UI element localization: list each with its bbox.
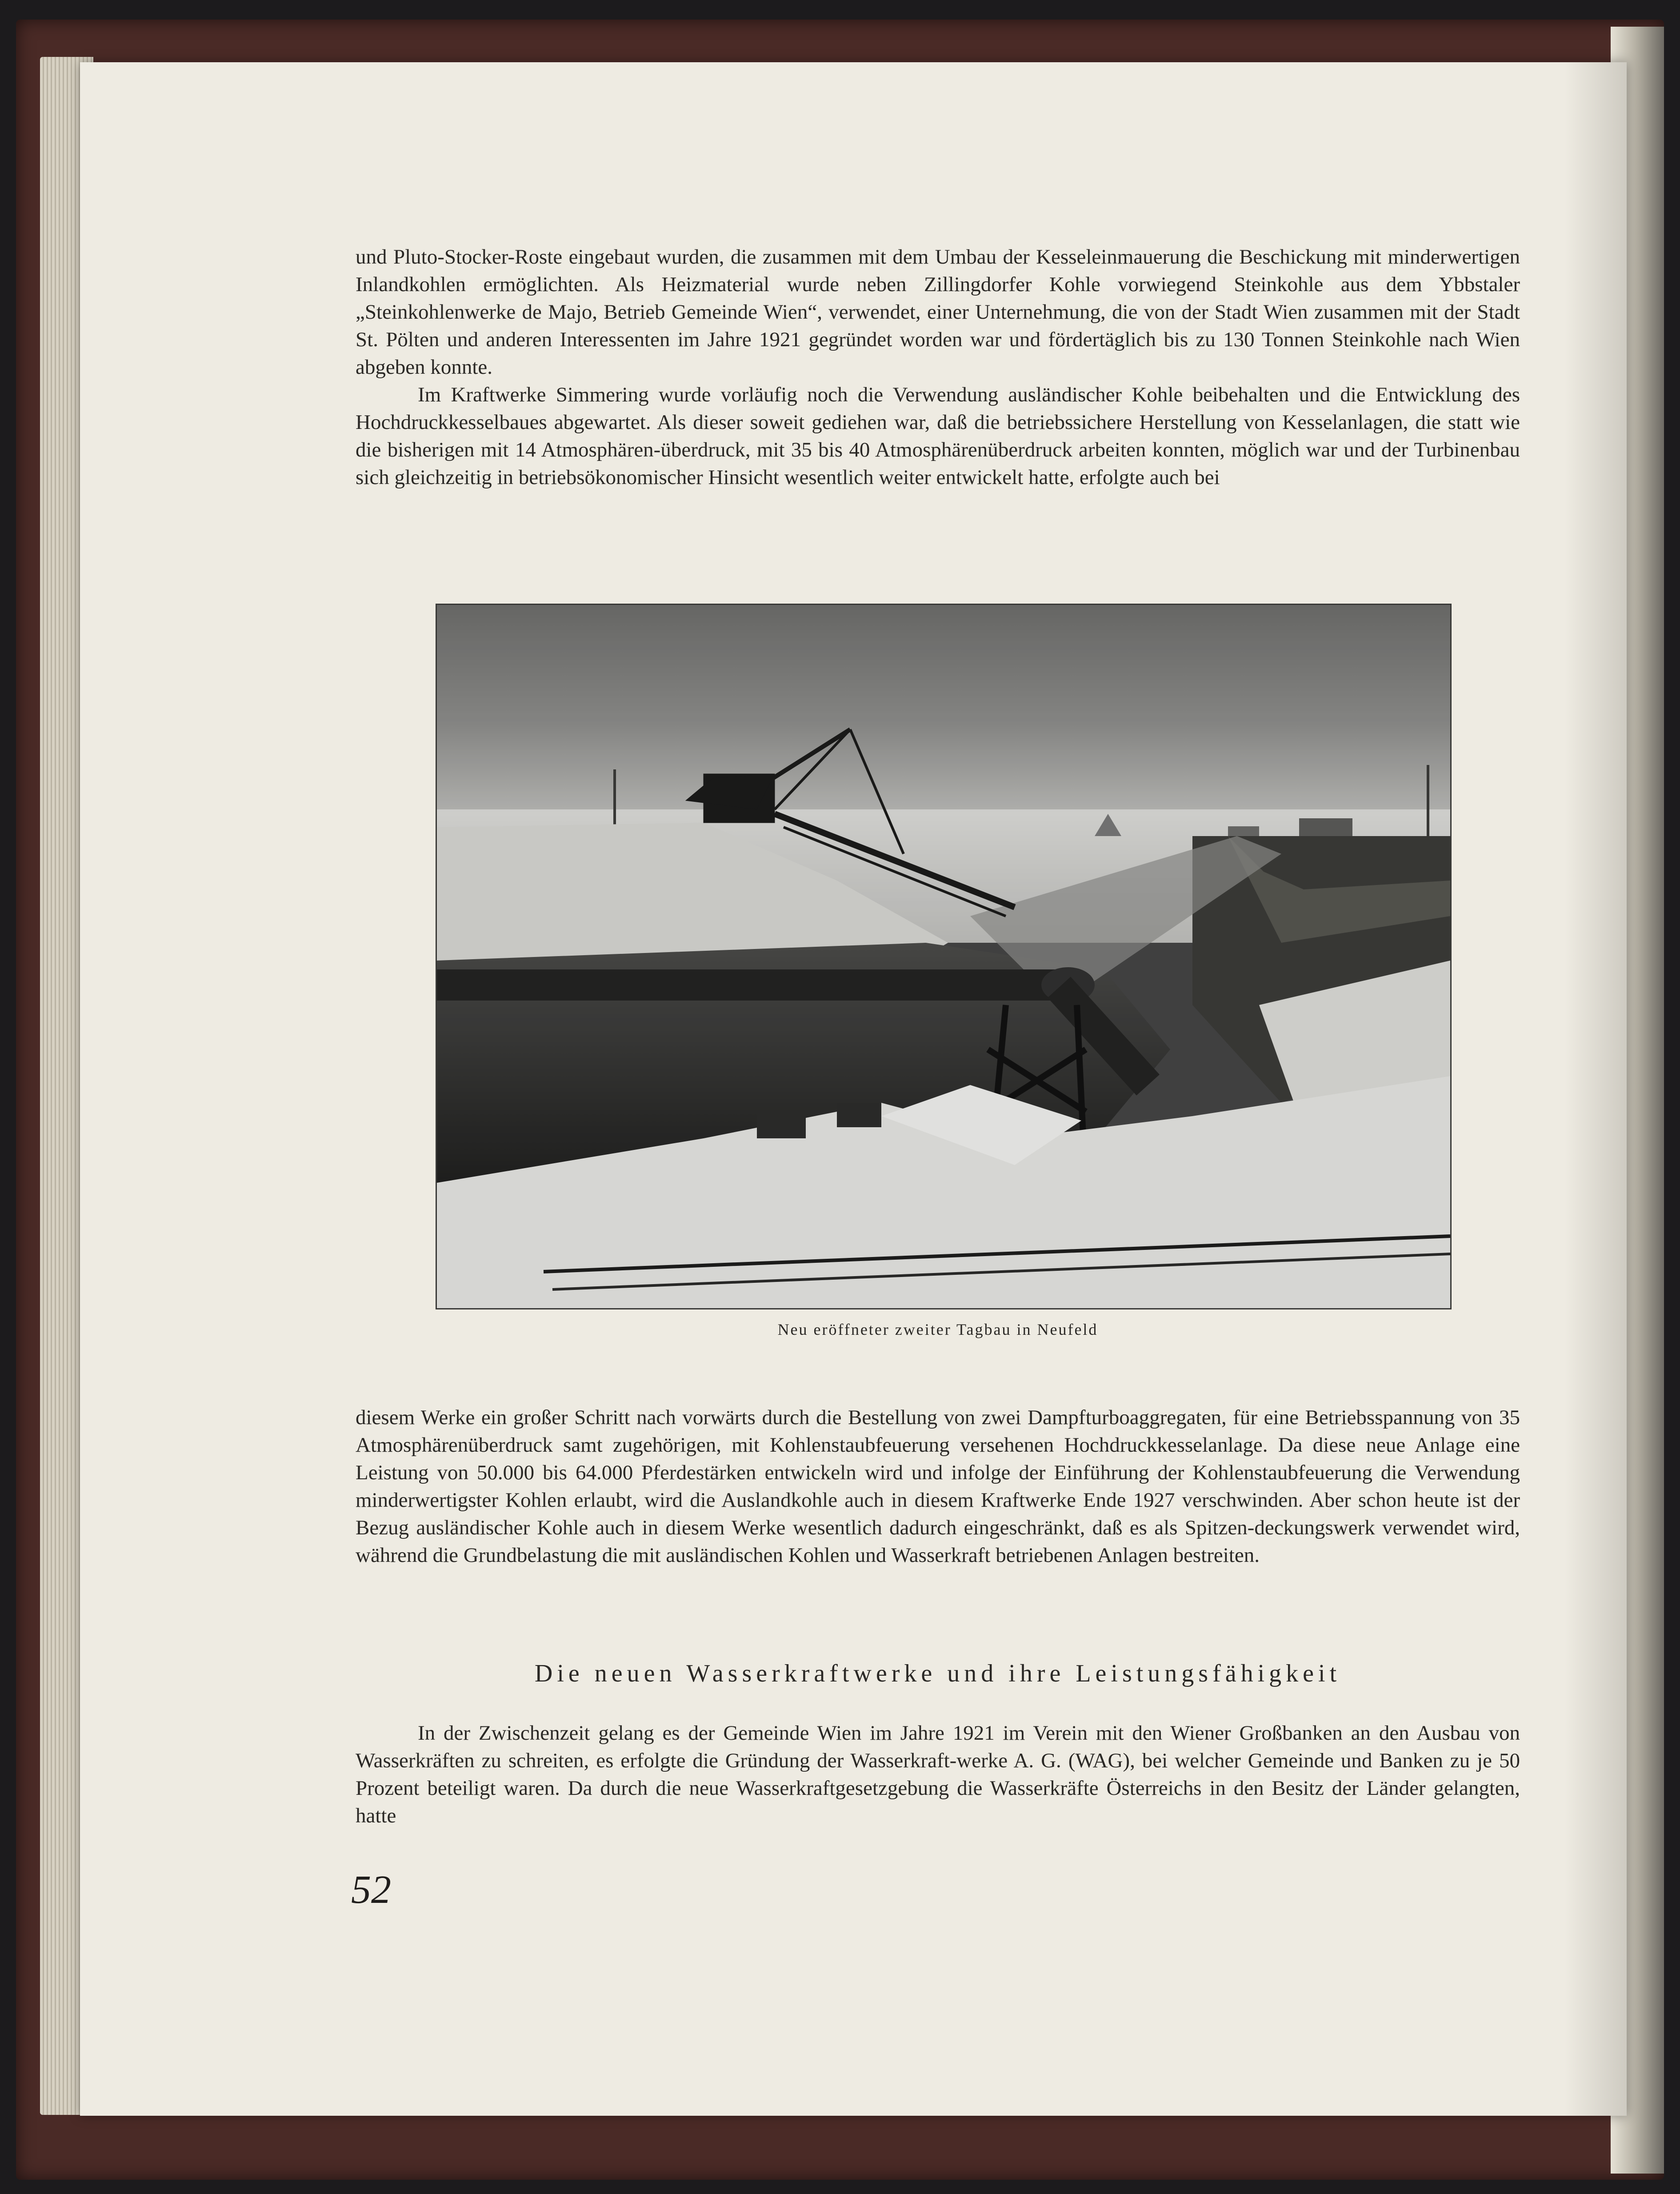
section-heading: Die neuen Wasserkraftwerke und ihre Leistungsfähigkeit (534, 1660, 1341, 1687)
paragraph: Im Kraftwerke Simmering wurde vorläufig noch die Verwendung ausländischer Kohle beibehalten und die Entwicklung des Hochdruckkesselbaues abgewartet. Als dieser soweit gediehen war, daß die betriebssichere Herstellung von Kesselanlagen, die statt wie die bisherigen mit 14 Atmosphären-überdruck, mit 35 bis 40 Atmosphärenüberdruck arbeiten konnten, möglich war und der Turbinenbau sich gleichzeitig in betriebsökonomischer Hinsicht wesentlich weiter entwickelt hatte, erfolgte auch bei (356, 383, 1520, 489)
paragraph: und Pluto-Stocker-Roste eingebaut wurden, die zusammen mit dem Umbau der Kesseleinmauerung die Beschickung mit minderwertigen Inlandkohlen ermöglichten. Als Heizmaterial wurde neben Zillingdorfer Kohle vorwiegend Steinkohle aus dem Ybbstaler „Steinkohlenwerke de Majo, Betrieb Gemeinde Wien“, verwendet, einer Unternehmung, die von der Stadt Wien zusammen mit der Stadt St. Pölten und anderen Interessenten im Jahre 1921 gegründet worden war und fördertäglich bis zu 130 Tonnen Steinkohle nach Wien abgeben konnte. (356, 245, 1520, 379)
text-block-middle (356, 1404, 1520, 1569)
photograph-opencast-mine (436, 604, 1452, 1309)
text-block-top (356, 243, 1520, 491)
book-page (80, 62, 1627, 2116)
photo-caption: Neu eröffneter zweiter Tagbau in Neufeld (777, 1321, 1098, 1338)
text-block-bottom (356, 1719, 1520, 1830)
paragraph: diesem Werke ein großer Schritt nach vorwärts durch die Bestellung von zwei Dampfturboaggregaten, für eine Betriebsspannung von 35 Atmosphärenüberdruck samt zugehörigen, mit Kohlenstaubfeuerung versehenen Hochdruckkesselanlage. Da diese neue Anlage eine Leistung von 50.000 bis 64.000 Pferdestärken entwickeln wird und infolge der Einführung der Kohlenstaubfeuerung die Verwendung minderwertigster Kohlen erlaubt, wird die Auslandkohle auch in diesem Kraftwerke Ende 1927 verschwinden. Aber schon heute ist der Bezug ausländischer Kohle auch in diesem Werke wesentlich dadurch eingeschränkt, daß es als Spitzen-deckungswerk verwendet wird, während die Grundbelastung die mit ausländischen Kohlen und Wasserkraft betriebenen Anlagen bestreiten. (356, 1406, 1520, 1567)
page-number: 52 (351, 1868, 391, 1912)
paragraph: In der Zwischenzeit gelang es der Gemeinde Wien im Jahre 1921 im Verein mit den Wiener Großbanken an den Ausbau von Wasserkräften zu schreiten, es erfolgte die Gründung der Wasserkraft-werke A. G. (WAG), bei welcher Gemeinde und Banken zu je 50 Prozent beteiligt waren. Da durch die neue Wasserkraftgesetzgebung die Wasserkräfte Österreichs in den Besitz der Länder gelangten, hatte (356, 1722, 1520, 1827)
